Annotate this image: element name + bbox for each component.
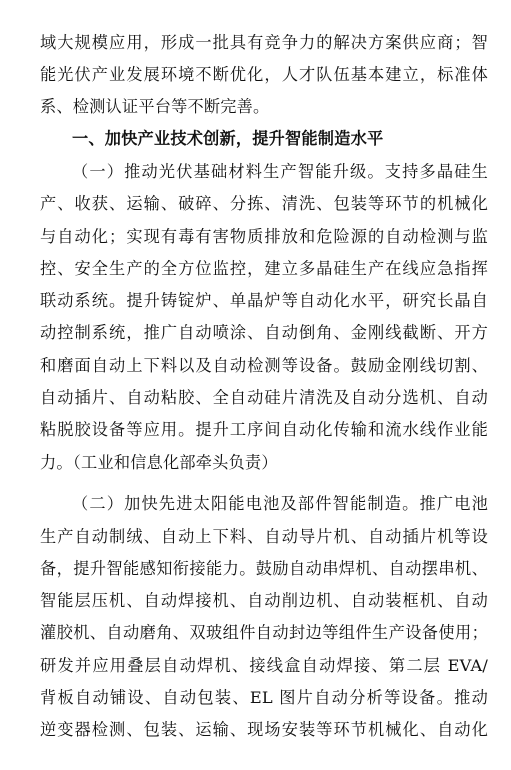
body-text-line: （二）加快先进太阳能电池及部件智能制造。推广电池	[72, 494, 488, 513]
body-text-line: 备，提升智能感知衔接能力。鼓励自动串焊机、自动摆串机、	[40, 559, 488, 578]
body-text-line: 产、收获、运输、破碎、分拣、清洗、包装等环节的机械化	[40, 194, 488, 213]
body-text-line: 生产自动制绒、自动上下料、自动导片机、自动插片机等设	[40, 527, 488, 546]
body-text-line: （一）推动光伏基础材料生产智能升级。支持多晶硅生	[72, 162, 488, 181]
body-text-line: 逆变器检测、包装、运输、现场安装等环节机械化、自动化	[40, 720, 488, 739]
body-text-line: 控、安全生产的全方位监控，建立多晶硅生产在线应急指挥	[40, 259, 488, 278]
body-text-line: 灌胶机、自动磨角、双玻组件自动封边等组件生产设备使用；	[40, 623, 488, 642]
body-text-line: 域大规模应用，形成一批具有竞争力的解决方案供应商；智	[40, 33, 488, 52]
body-text-line: 动控制系统，推广自动喷涂、自动倒角、金刚线截断、开方	[40, 323, 488, 342]
body-text-line: 粘脱胶设备等应用。提升工序间自动化传输和流水线作业能	[40, 420, 488, 439]
body-text-line: 系、检测认证平台等不断完善。	[40, 97, 270, 116]
body-text-line: 智能层压机、自动焊接机、自动削边机、自动装框机、自动	[40, 591, 488, 610]
body-text-line: 与自动化；实现有毒有害物质排放和危险源的自动检测与监	[40, 227, 488, 246]
body-text-line: 能光伏产业发展环境不断优化，人才队伍基本建立，标准体	[40, 65, 488, 84]
body-text-line: 力。（工业和信息化部牵头负责）	[40, 453, 278, 472]
section-heading: 一、加快产业技术创新，提升智能制造水平	[72, 129, 384, 148]
body-text-line: 背板自动铺设、自动包装、EL 图片自动分析等设备。推动	[40, 688, 488, 707]
body-text-line: 研发并应用叠层自动焊机、接线盒自动焊接、第二层 EVA/	[40, 656, 488, 675]
body-text-line: 自动插片、自动粘胶、全自动硅片清洗及自动分选机、自动	[40, 388, 488, 407]
body-text-line: 联动系统。提升铸锭炉、单晶炉等自动化水平，研究长晶自	[40, 291, 488, 310]
body-text-line: 和磨面自动上下料以及自动检测等设备。鼓励金刚线切割、	[40, 356, 488, 375]
